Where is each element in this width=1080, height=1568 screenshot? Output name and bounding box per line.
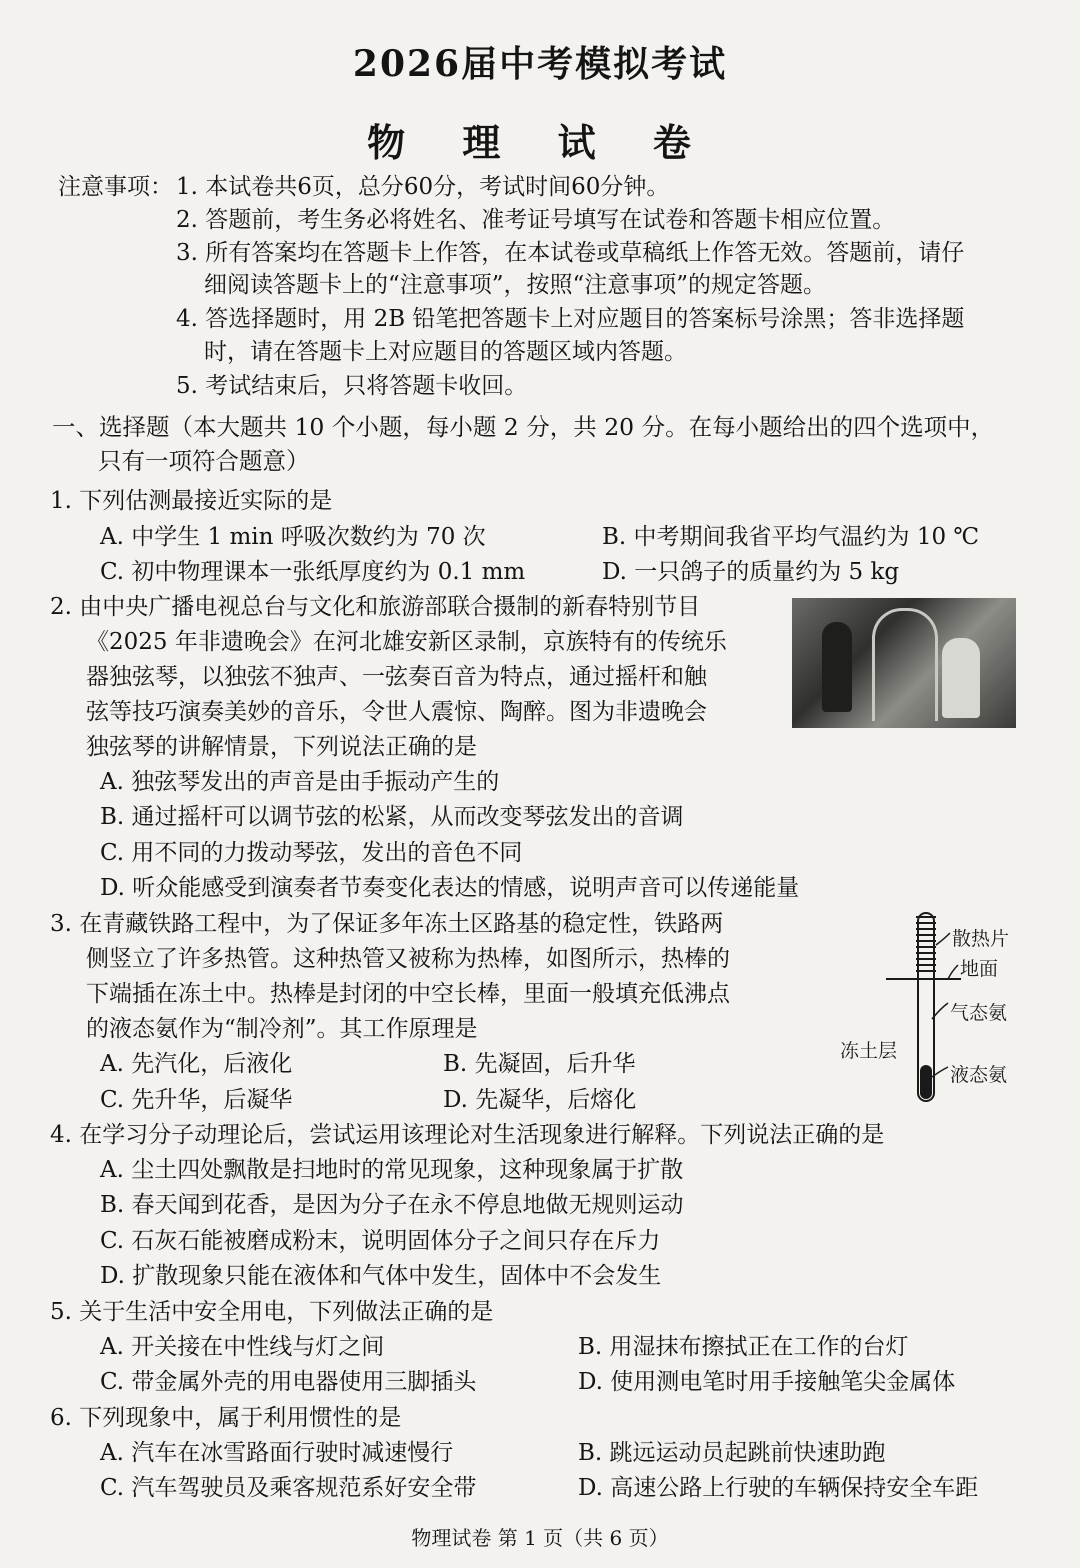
q6-stem: 6. 下列现象中，属于利用惯性的是 [50, 1405, 402, 1431]
note-item-2: 2. 答题前，考生务必将姓名、准考证号填写在试卷和答题卡相应位置。 [176, 207, 896, 233]
q6-option-b: B. 跳远运动员起跳前快速助跑 [578, 1440, 886, 1466]
label-gas-ammonia: 气态氨 [950, 1002, 1008, 1024]
section-heading: 一、选择题（本大题共 10 个小题，每小题 2 分，共 20 分。在每小题给出的四个选项中， [52, 413, 995, 441]
q3-option-c: C. 先升华，后凝华 [100, 1087, 293, 1113]
label-permafrost: 冻土层 [840, 1040, 898, 1062]
q1-option-a: A. 中学生 1 min 呼吸次数约为 70 次 [100, 524, 486, 550]
q6-option-a: A. 汽车在冰雪路面行驶时减速慢行 [100, 1440, 454, 1466]
q5-option-d: D. 使用测电笔时用手接触笔尖金属体 [578, 1369, 956, 1395]
note-item-4-cont: 时，请在答题卡上对应题目的答题区域内答题。 [204, 339, 687, 365]
q2-option-d: D. 听众能感受到演奏者节奏变化表达的情感，说明声音可以传递能量 [100, 875, 800, 901]
exam-title: 2026届中考模拟考试 [352, 43, 728, 85]
label-fins: 散热片 [952, 928, 1010, 950]
q1-option-b: B. 中考期间我省平均气温约为 10 ℃ [602, 524, 980, 550]
q3-option-a: A. 先汽化，后液化 [100, 1051, 293, 1077]
q3-stem-2: 侧竖立了许多热管。这种热管又被称为热棒，如图所示，热棒的 [86, 946, 730, 972]
q2-option-c: C. 用不同的力拨动琴弦，发出的音色不同 [100, 840, 523, 866]
note-item-3-cont: 细阅读答题卡上的“注意事项”，按照“注意事项”的规定答题。 [204, 272, 827, 298]
section-heading-cont: 只有一项符合题意） [98, 447, 310, 475]
q2-stem-5: 独弦琴的讲解情景，下列说法正确的是 [86, 734, 477, 760]
note-item-5: 5. 考试结束后，只将答题卡收回。 [176, 373, 528, 399]
heat-pipe-diagram [836, 905, 1036, 1105]
label-ground: 地面 [960, 958, 999, 980]
q4-option-c: C. 石灰石能被磨成粉末，说明固体分子之间只存在斥力 [100, 1228, 661, 1254]
q3-option-b: B. 先凝固，后升华 [443, 1051, 636, 1077]
exam-subtitle: 物 理 试 卷 [367, 120, 713, 165]
q2-photo [792, 598, 1016, 728]
q2-option-a: A. 独弦琴发出的声音是由手振动产生的 [100, 769, 500, 795]
q4-option-d: D. 扩散现象只能在液体和气体中发生，固体中不会发生 [100, 1263, 662, 1289]
q2-stem-4: 弦等技巧演奏美妙的音乐，令世人震惊、陶醉。图为非遗晚会 [86, 699, 707, 725]
q2-stem-2: 《2025 年非遗晚会》在河北雄安新区录制，京族特有的传统乐 [86, 629, 727, 655]
q2-stem-3: 器独弦琴，以独弦不独声、一弦奏百音为特点，通过摇杆和触 [86, 664, 707, 690]
note-item-4: 4. 答选择题时，用 2B 铅笔把答题卡上对应题目的答案标号涂黑；答非选择题 [176, 306, 965, 332]
q2-stem-1: 2. 由中央广播电视总台与文化和旅游部联合摄制的新春特别节目 [50, 594, 701, 620]
q6-option-c: C. 汽车驾驶员及乘客规范系好安全带 [100, 1475, 477, 1501]
q5-stem: 5. 关于生活中安全用电，下列做法正确的是 [50, 1299, 494, 1325]
q3-stem-4: 的液态氨作为“制冷剂”。其工作原理是 [86, 1016, 478, 1042]
note-item-3: 3. 所有答案均在答题卡上作答，在本试卷或草稿纸上作答无效。答题前，请仔 [176, 240, 965, 266]
q1-option-c: C. 初中物理课本一张纸厚度约为 0.1 mm [100, 559, 526, 585]
note-item-1: 1. 本试卷共6页，总分60分，考试时间60分钟。 [176, 174, 670, 200]
label-liquid-ammonia: 液态氨 [950, 1064, 1008, 1086]
q2-option-b: B. 通过摇杆可以调节弦的松紧，从而改变琴弦发出的音调 [100, 804, 684, 830]
q5-option-a: A. 开关接在中性线与灯之间 [100, 1334, 385, 1360]
page-footer: 物理试卷 第 1 页（共 6 页） [411, 1526, 669, 1550]
q5-option-b: B. 用湿抹布擦拭正在工作的台灯 [578, 1334, 909, 1360]
q5-option-c: C. 带金属外壳的用电器使用三脚插头 [100, 1369, 477, 1395]
q1-stem: 1. 下列估测最接近实际的是 [50, 488, 333, 514]
q4-stem: 4. 在学习分子动理论后，尝试运用该理论对生活现象进行解释。下列说法正确的是 [50, 1122, 885, 1148]
q1-option-d: D. 一只鸽子的质量约为 5 kg [602, 559, 900, 585]
q3-stem-3: 下端插在冻土中。热棒是封闭的中空长棒，里面一般填充低沸点 [86, 981, 730, 1007]
q3-option-d: D. 先凝华，后熔化 [443, 1087, 637, 1113]
q3-stem-1: 3. 在青藏铁路工程中，为了保证多年冻土区路基的稳定性，铁路两 [50, 911, 724, 937]
q4-option-b: B. 春天闻到花香，是因为分子在永不停息地做无规则运动 [100, 1192, 684, 1218]
notes-label: 注意事项： [58, 174, 173, 200]
q4-option-a: A. 尘土四处飘散是扫地时的常见现象，这种现象属于扩散 [100, 1157, 684, 1183]
q6-option-d: D. 高速公路上行驶的车辆保持安全车距 [578, 1475, 979, 1501]
